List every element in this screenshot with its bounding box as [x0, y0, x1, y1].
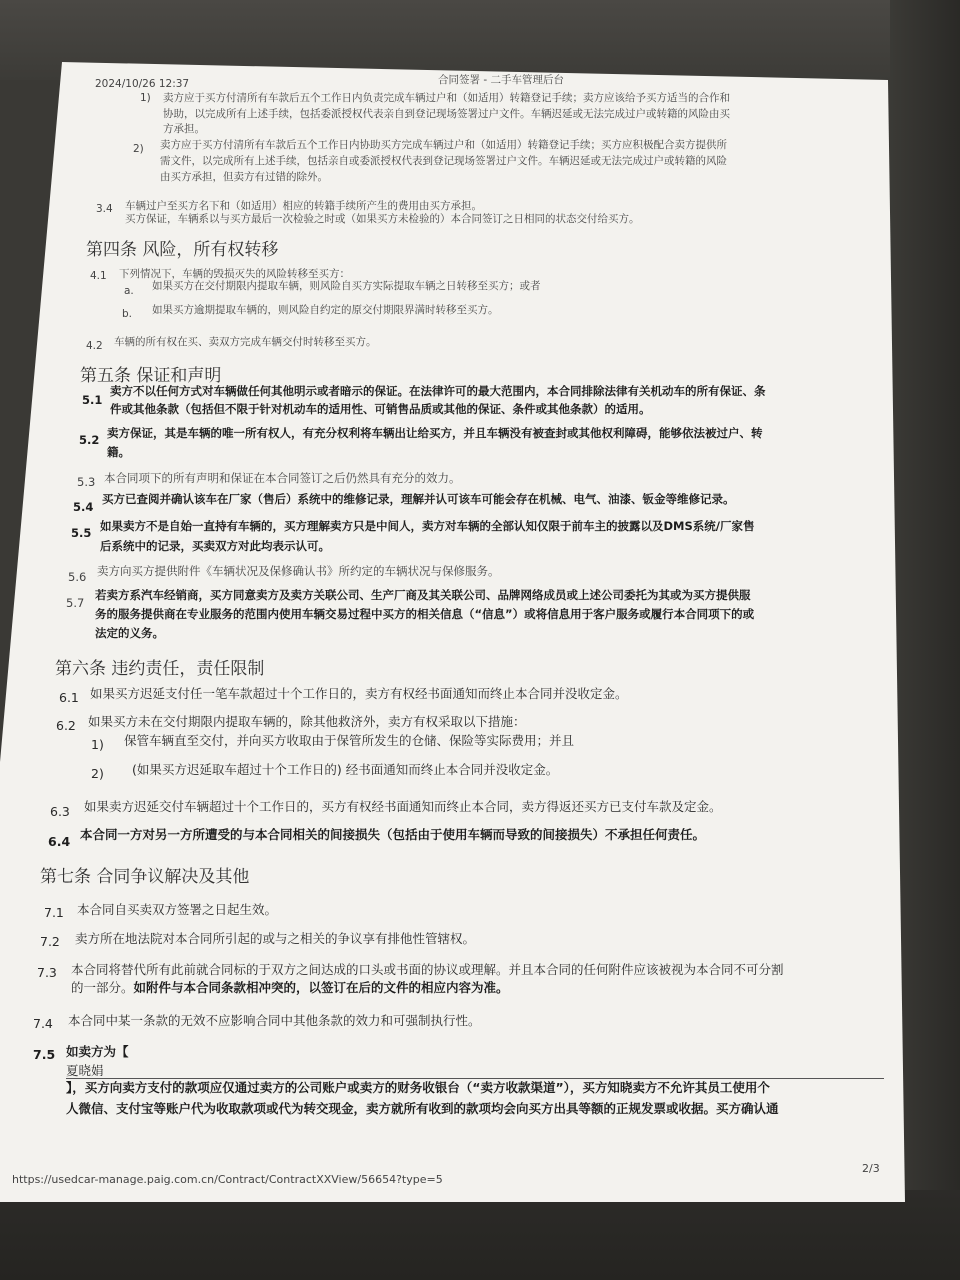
clause-text: 人微信、支付宝等账户代为收取款项或代为转交现金，卖方就所有收到的款项均会向买方出具等额的正规发票或收据。买方确认通 [66, 1101, 779, 1116]
clause-number: 6.4 [48, 834, 71, 849]
item-number: a. [124, 285, 134, 297]
clause-text: 需文件，以完成所有上述手续，包括亲自或委派授权代表到登记现场签署过户文件。车辆迟延或无法完成过户或转籍的风险 [160, 155, 727, 167]
clause-text: 若卖方系汽车经销商，买方同意卖方及卖方关联公司、生产厂商及其关联公司、品牌网络成员或上述公司委托为其或为买方提供服 [95, 588, 751, 602]
clause-text: 件或其他条款（包括但不限于针对机动车的适用性、可销售品质或其他的保证、条件或其他条款）的适用。 [110, 402, 651, 416]
section-heading: 第六条 违约责任，责任限制 [55, 659, 265, 679]
section-heading: 第四条 风险，所有权转移 [86, 240, 279, 260]
clause-text: 协助，以完成所有上述手续，包括委派授权代表亲自到登记现场签署过户文件。车辆迟延或无法完成过户或转籍的风险由买 [163, 108, 730, 120]
clause-text: 本合同中某一条款的无效不应影响合同中其他条款的效力和可强制执行性。 [68, 1013, 481, 1028]
clause-text-line [71, 980, 509, 995]
clause-number: 7.3 [37, 965, 57, 980]
clause-text: 卖方应于买方付清所有车款后五个工作日内协助买方完成车辆过户和（如适用）转籍登记手续；买方应积极配合卖方提供所 [160, 139, 727, 151]
clause-text: 买方已查阅并确认该车在厂家（售后）系统中的维修记录，理解并认可该车可能会存在机械、电气、油漆、钣金等维修记录。 [102, 492, 735, 506]
clause-text: 车辆的所有权在买、卖双方完成车辆交付时转移至买方。 [114, 336, 377, 348]
clause-number: 5.3 [77, 475, 96, 489]
page-number: 2/3 [862, 1162, 880, 1175]
clause-number: 6.3 [50, 804, 70, 819]
clause-text: 买方保证，车辆系以与买方最后一次检验之时或（如果买方未检验的）本合同签订之日相同的状态交付给买方。 [125, 213, 640, 225]
clause-number: 5.2 [79, 433, 100, 447]
clause-text: 本合同将替代所有此前就合同标的于双方之间达成的口头或书面的协议或理解。并且本合同的任何附件应该被视为本合同不可分割 [71, 962, 784, 977]
clause-text: 如果买方迟延支付任一笔车款超过十个工作日的，卖方有权经书面通知而终止本合同并没收定金。 [90, 686, 628, 701]
clause-number: 5.6 [68, 570, 87, 584]
clause-text: 如果买方未在交付期限内提取车辆的，除其他救济外，卖方有权采取以下措施： [88, 714, 526, 729]
clause-text: 卖方应于买方付清所有车款后五个工作日内负责完成车辆过户和（如适用）转籍登记手续；卖方应该给予买方适当的合作和 [163, 92, 730, 104]
item-number: 1) [140, 92, 151, 104]
clause-number: 4.1 [90, 270, 107, 282]
clause-text: 保管车辆直至交付，并向买方收取由于保管所发生的仓储、保险等实际费用；并且 [124, 733, 575, 748]
clause-number: 7.2 [40, 934, 60, 949]
clause-text: 如果买方逾期提取车辆的，则风险自约定的原交付期限界满时转移至买方。 [152, 304, 499, 316]
clause-text: 法定的义务。 [95, 626, 164, 640]
clause-text: 本合同项下的所有声明和保证在本合同签订之后仍然具有充分的效力。 [104, 471, 461, 485]
clause-text-bold: 如附件与本合同条款相冲突的，以签订在后的文件的相应内容为准。 [133, 980, 509, 995]
clause-text: 如卖方为【 [66, 1044, 129, 1059]
clause-number: 3.4 [96, 203, 113, 215]
clause-text: 如果卖方不是自始一直持有车辆的，买方理解卖方只是中间人，卖方对车辆的全部认知仅限于前车主的披露以及DMS系统/厂家售 [100, 519, 755, 533]
clause-number: 5.1 [82, 393, 103, 407]
clause-number: 6.1 [59, 690, 79, 705]
clause-text: 】，买方向卖方支付的款项应仅通过卖方的公司账户或卖方的财务收银台（“卖方收款渠道”），买方知晓卖方不允许其员工使用个 [66, 1080, 770, 1095]
section-heading: 第五条 保证和声明 [80, 366, 222, 386]
clause-text: 卖方所在地法院对本合同所引起的或与之相关的争议享有排他性管辖权。 [75, 931, 476, 946]
clause-text: 卖方向买方提供附件《车辆状况及保修确认书》所约定的车辆状况与保修服务。 [97, 564, 500, 578]
seller-name-field: 夏晓娟 [66, 1063, 884, 1079]
clause-number: 7.1 [44, 905, 64, 920]
print-timestamp: 2024/10/26 12:37 [95, 78, 190, 90]
desk-background-bottom [0, 1190, 960, 1280]
clause-text: 如果买方在交付期限内提取车辆，则风险自买方实际提取车辆之日转移至买方；或者 [152, 280, 541, 292]
clause-text: 卖方保证，其是车辆的唯一所有权人，有充分权利将车辆出让给买方，并且车辆没有被查封或其他权利障碍，能够依法被过户、转 [107, 426, 763, 440]
clause-number: 5.7 [66, 596, 85, 610]
clause-text: 由买方承担，但卖方有过错的除外。 [160, 171, 328, 183]
clause-text: 后系统中的记录，买卖双方对此均表示认可。 [100, 539, 330, 553]
clause-number: 6.2 [56, 718, 76, 733]
print-page-title: 合同签署 - 二手车管理后台 [438, 74, 564, 86]
clause-number: 5.5 [71, 526, 92, 540]
item-number: 1) [91, 737, 104, 752]
clause-text: 的一部分。 [71, 980, 134, 995]
clause-text: 籍。 [107, 445, 130, 459]
item-number: 2) [133, 143, 144, 155]
clause-text: 下列情况下，车辆的毁损灭失的风险转移至买方： [119, 268, 350, 280]
clause-text: (如果买方迟延取车超过十个工作日的) 经书面通知而终止本合同并没收定金。 [132, 762, 559, 777]
clause-text: 本合同一方对另一方所遭受的与本合同相关的间接损失（包括由于使用车辆而导致的间接损失）不承担任何责任。 [80, 827, 706, 842]
clause-number: 7.5 [33, 1047, 56, 1062]
clause-text: 车辆过户至买方名下和（如适用）相应的转籍手续所产生的费用由买方承担。 [125, 200, 482, 212]
clause-number: 5.4 [73, 500, 94, 514]
print-url: https://usedcar-manage.paig.com.cn/Contract/ContractXXView/56654?type=5 [12, 1173, 443, 1186]
clause-text: 方承担。 [163, 123, 205, 135]
clause-text: 务的服务提供商在专业服务的范围内使用车辆交易过程中买方的相关信息（“信息”）或将信息用于客户服务或履行本合同项下的或 [95, 607, 755, 621]
item-number: 2) [91, 766, 104, 781]
item-number: b. [122, 308, 133, 320]
clause-text: 本合同自买卖双方签署之日起生效。 [77, 902, 278, 917]
clause-text: 卖方不以任何方式对车辆做任何其他明示或者暗示的保证。在法律许可的最大范围内，本合同排除法律有关机动车的所有保证、条 [110, 384, 766, 398]
clause-number: 7.4 [33, 1016, 53, 1031]
clause-text: 如果卖方迟延交付车辆超过十个工作日的，买方有权经书面通知而终止本合同，卖方得返还买方已支付车款及定金。 [84, 799, 722, 814]
clause-number: 4.2 [86, 340, 103, 352]
section-heading: 第七条 合同争议解决及其他 [40, 867, 250, 887]
